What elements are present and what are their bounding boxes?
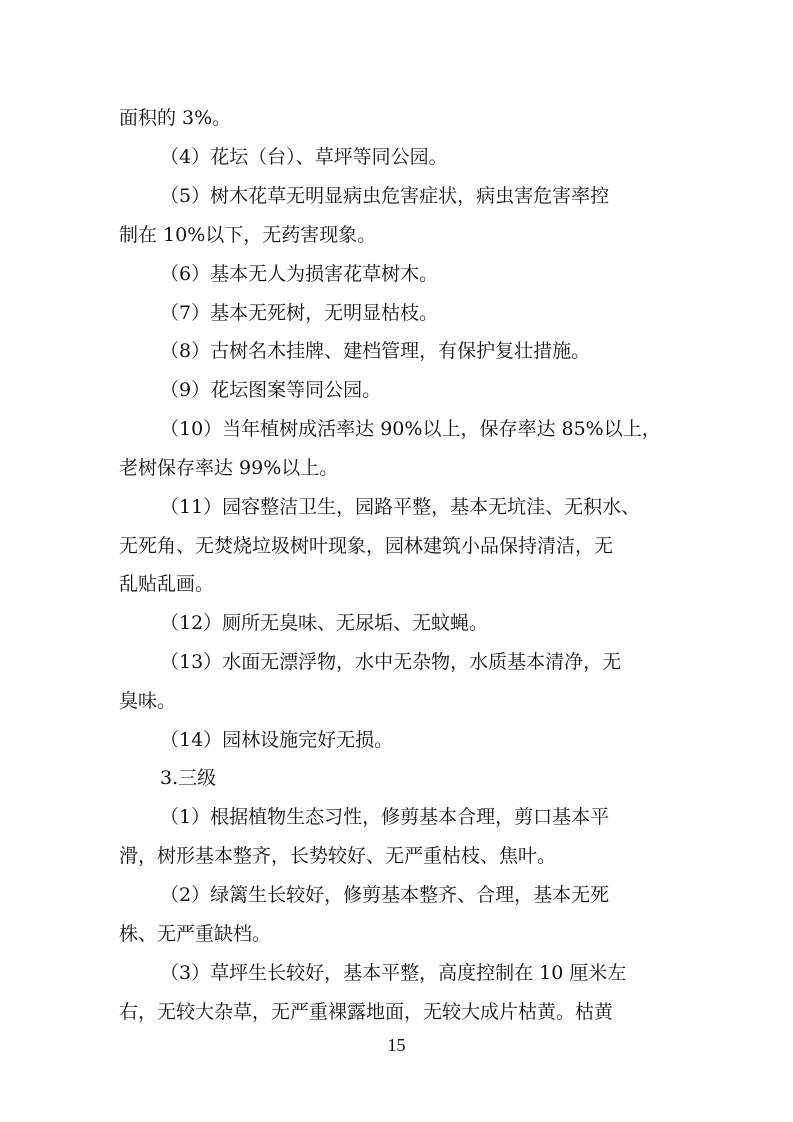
text-line: 老树保存率达 99%以上。 — [119, 457, 339, 479]
text-line: （2）绿篱生长较好，修剪基本整齐、合理，基本无死 — [160, 884, 610, 906]
text-line: （10）当年植树成活率达 90%以上，保存率达 85%以上， — [160, 418, 661, 440]
text-line: 乱贴乱画。 — [119, 573, 215, 595]
text-line: 右，无较大杂草，无严重裸露地面，无较大成片枯黄。枯黄 — [119, 1001, 614, 1023]
text-line: （3）草坪生长较好，基本平整，高度控制在 10 厘米左 — [160, 962, 627, 984]
text-line: 无死角、无焚烧垃圾树叶现象，园林建筑小品保持清洁，无 — [119, 535, 614, 557]
text-line: （6）基本无人为损害花草树木。 — [160, 263, 439, 285]
text-line: （1）根据植物生态习性，修剪基本合理，剪口基本平 — [160, 806, 610, 828]
text-line: 制在 10%以下，无药害现象。 — [119, 224, 377, 246]
text-line: 面积的 3%。 — [119, 107, 232, 129]
text-line: （8）古树名木挂牌、建档管理，有保护复壮措施。 — [160, 340, 591, 362]
page-number: 15 — [387, 1035, 406, 1055]
text-line: （5）树木花草无明显病虫危害症状，病虫害危害率控 — [160, 185, 610, 207]
text-line: （7）基本无死树，无明显枯枝。 — [160, 302, 439, 324]
text-line: 株、无严重缺档。 — [119, 923, 272, 945]
text-line: （12）厕所无臭味、无尿垢、无蚊蝇。 — [160, 612, 489, 634]
text-line: 臭味。 — [119, 690, 177, 712]
text-line: 滑，树形基本整齐，长势较好、无严重枯枝、焦叶。 — [119, 845, 557, 867]
text-line: （13）水面无漂浮物，水中无杂物，水质基本清净，无 — [160, 651, 622, 673]
text-line: （11）园容整洁卫生，园路平整，基本无坑洼、无积水、 — [160, 496, 641, 518]
text-line: （14）园林设施完好无损。 — [160, 729, 394, 751]
text-line: （4）花坛（台）、草坪等同公园。 — [160, 146, 448, 168]
text-line: （9）花坛图案等同公园。 — [160, 379, 382, 401]
section-heading: 3.三级 — [160, 767, 217, 789]
